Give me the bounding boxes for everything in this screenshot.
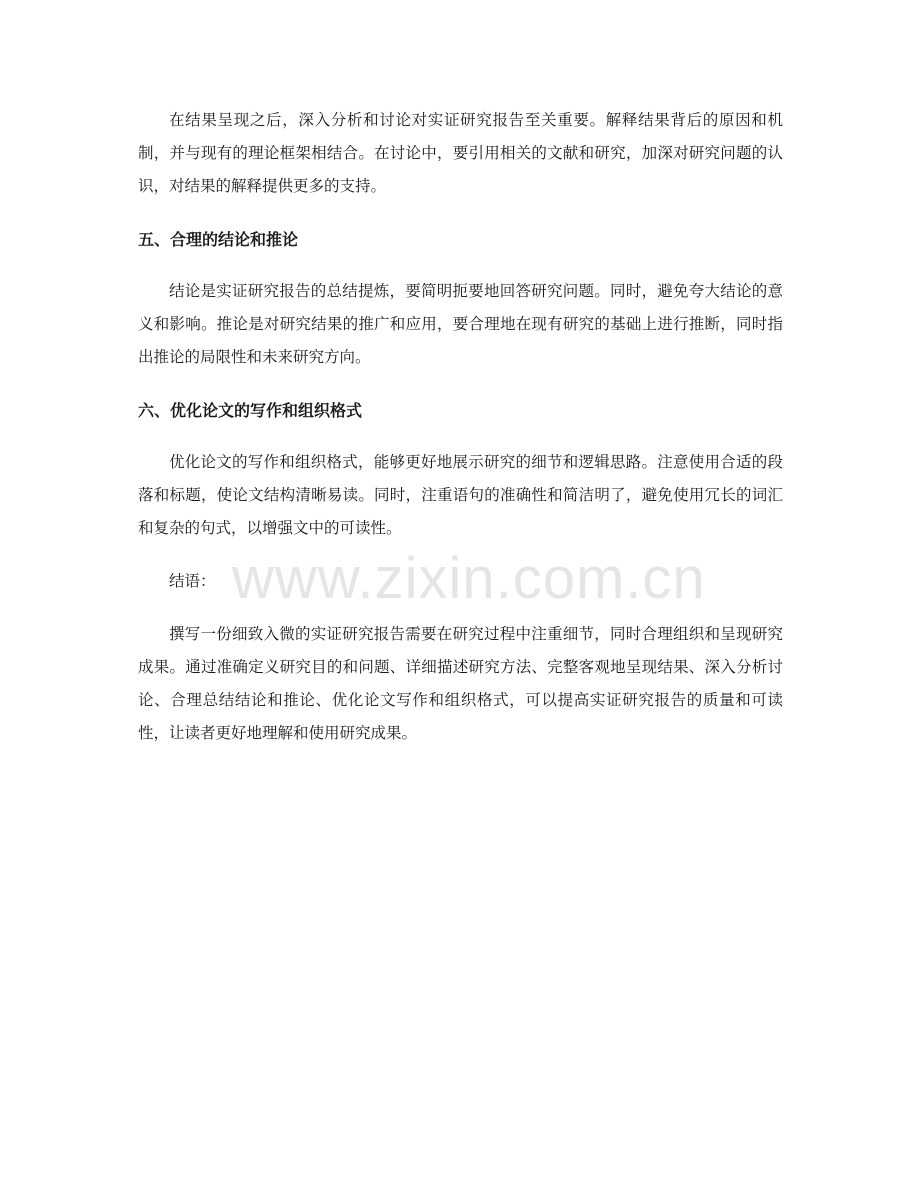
document-body (138, 104, 783, 750)
paragraph-summary: 撰写一份细致入微的实证研究报告需要在研究过程中注重细节，同时合理组织和呈现研究成果。通过准确定义研究目的和问题、详细描述研究方法、完整客观地呈现结果、深入分析讨论、合理总结结论和推论、优化论文写作和组织格式，可以提高实证研究报告的质量和可读性，让读者更好地理解和使用研究成果。 (138, 625, 783, 742)
section-heading-formatting: 六、优化论文的写作和组织格式 (138, 401, 363, 420)
spacer (138, 545, 783, 565)
conclusion-label: 结语： (169, 572, 216, 590)
paragraph-formatting: 优化论文的写作和组织格式，能够更好地展示研究的细节和逻辑思路。注意使用合适的段落和标题，使论文结构清晰易读。同时，注重语句的准确性和简洁明了，避免使用冗长的词汇和复杂的句式，以增强文中的可读性。 (138, 453, 783, 537)
spacer (138, 598, 783, 618)
paragraph-conclusions: 结论是实证研究报告的总结提炼，要简明扼要地回答研究问题。同时，避免夸大结论的意义和影响。推论是对研究结果的推广和应用，要合理地在现有研究的基础上进行推断，同时指出推论的局限性和未来研究方向。 (138, 282, 783, 366)
section-heading-conclusions: 五、合理的结论和推论 (138, 230, 299, 249)
watermark: www.zixin.com.cn (232, 546, 706, 611)
paragraph-discussion: 在结果呈现之后，深入分析和讨论对实证研究报告至关重要。解释结果背后的原因和机制，并与现有的理论框架相结合。在讨论中，要引用相关的文献和研究，加深对研究问题的认识，对结果的解释提供更多的支持。 (138, 111, 783, 195)
